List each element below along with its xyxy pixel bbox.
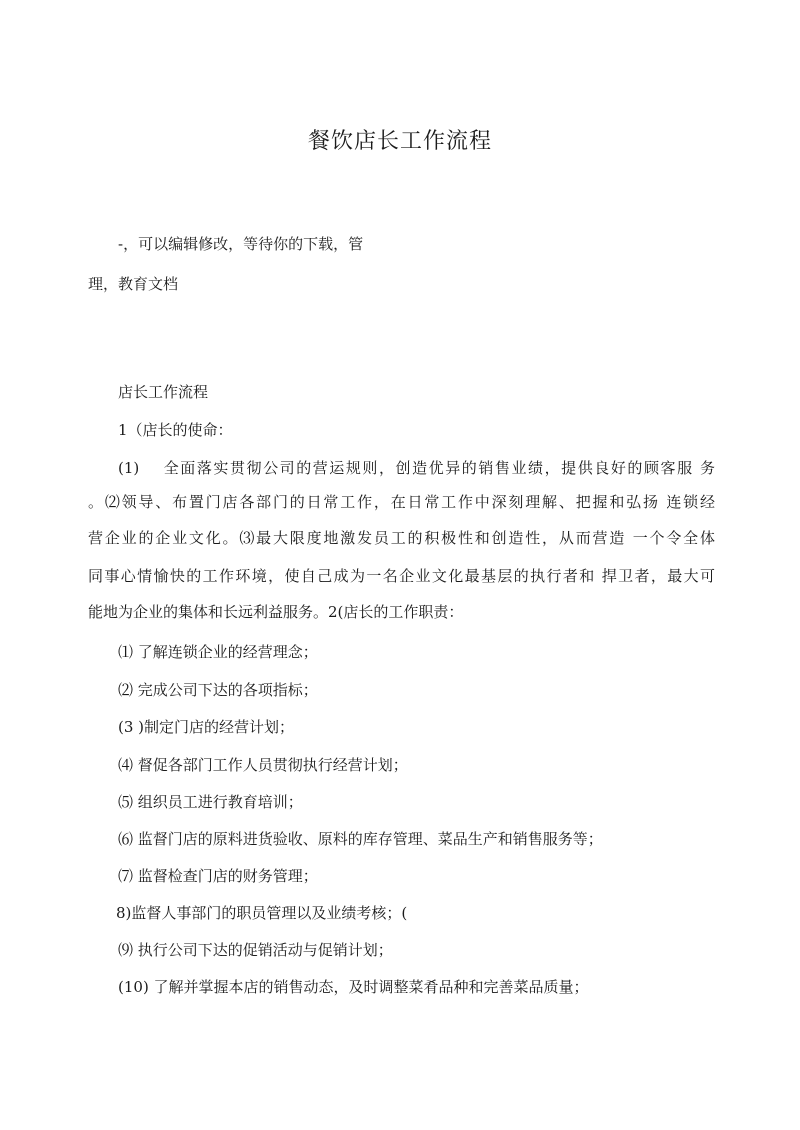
duty-item: ⑵ 完成公司下达的各项指标； [118, 681, 318, 699]
mission-line-1: (1) 全面落实贯彻公司的营运规则，创造优异的销售业绩，提供良好的顾客服 务 [118, 459, 715, 477]
mission-line-3: 营企业的企业文化。⑶最大限度地激发员工的积极性和创造性，从而营造 一个令全体 [88, 529, 715, 547]
intro-line-1: -，可以编辑修改，等待你的下载，管 [118, 235, 364, 253]
duty-item: ⑸ 组织员工进行教育培训； [118, 793, 303, 811]
intro-line-2: 理，教育文档 [88, 275, 179, 293]
mission-line-5: 能地为企业的集体和长远利益服务。2(店长的工作职责： [88, 603, 464, 621]
duty-item: (10) 了解并掌握本店的销售动态，及时调整菜肴品种和完善菜品质量； [118, 978, 589, 996]
mission-heading: 1（店长的使命： [118, 421, 233, 439]
duty-item: (3 )制定门店的经营计划； [118, 718, 295, 736]
duty-item: ⑴ 了解连锁企业的经营理念； [118, 643, 318, 661]
duty-item: 8)监督人事部门的职员管理以及业绩考核；( [116, 904, 408, 922]
mission-line-4: 同事心情愉快的工作环境，使自己成为一名企业文化最基层的执行者和 捍卫者，最大可 [88, 567, 715, 585]
document-title: 餐饮店长工作流程 [307, 129, 492, 154]
duty-item: ⑷ 督促各部门工作人员贯彻执行经营计划； [118, 756, 408, 774]
mission-line-2: 。⑵领导、布置门店各部门的日常工作，在日常工作中深刻理解、把握和弘扬 连锁经 [88, 493, 715, 511]
section-heading: 店长工作流程 [118, 383, 209, 401]
duty-item: ⑼ 执行公司下达的促销活动与促销计划； [118, 941, 393, 959]
duty-item: ⑺ 监督检查门店的财务管理； [118, 867, 318, 885]
duty-item: ⑹ 监督门店的原料进货验收、原料的库存管理、菜品生产和销售服务等； [118, 830, 603, 848]
